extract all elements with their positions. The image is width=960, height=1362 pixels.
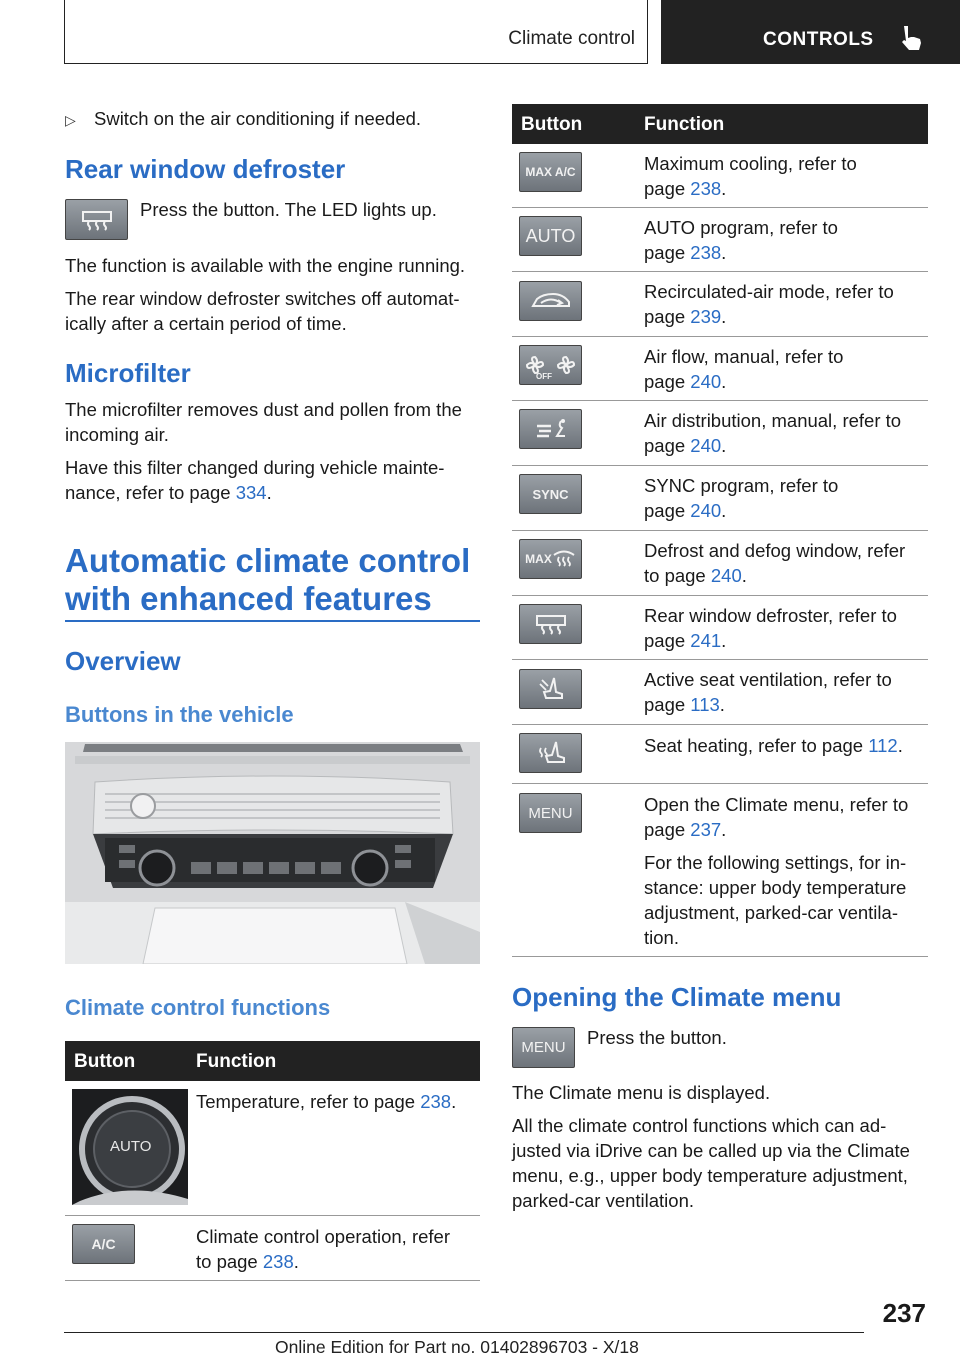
rear-defroster-p1: The function is available with the engine running.: [65, 255, 466, 276]
page-link[interactable]: 240: [690, 371, 722, 392]
rear-defroster-heading: Rear window defroster: [65, 154, 346, 184]
right-col-function: Function: [644, 114, 725, 135]
footer-edition: Online Edition for Part no. 01402896703 - X/18: [275, 1337, 639, 1357]
page-link[interactable]: 238: [262, 1251, 294, 1272]
row-function-text: Open the Climate menu, refer to page 237. For the following settings, for in‐ stance: upper body temperature adjustment, parked-car ventila‐ tion.: [644, 794, 909, 948]
table-row: [512, 660, 928, 725]
rear-defroster-p2-line2: ically after a certain period of time.: [65, 313, 347, 334]
row-function-text: Air flow, manual, refer to page 240.: [644, 346, 844, 392]
microfilter-p2-line2: nance, refer to page 334.: [65, 482, 272, 503]
right-col-button: Button: [521, 114, 583, 135]
opening-menu-p2: All the climate control functions which can ad‐ justed via iDrive can be called up via the Climate menu, e.g., upper body temperature adjustment, parked-car ventilation.: [512, 1115, 910, 1211]
air-distribution-icon: [519, 409, 582, 449]
row-function-text: Temperature, refer to page 238.: [196, 1091, 457, 1112]
fan-icon: OFF: [519, 345, 582, 385]
page-link[interactable]: 112: [868, 735, 898, 756]
header-chapter-tab[interactable]: [661, 0, 960, 64]
opening-menu-p1: The Climate menu is displayed.: [512, 1082, 771, 1103]
table-row: [512, 272, 928, 337]
row-function-text: Rear window defroster, refer to page 241.: [644, 605, 897, 651]
row-function-text: Seat heating, refer to page 112.: [644, 735, 903, 756]
right-table-header: [512, 104, 928, 144]
temperature-knob-icon: AUTO: [72, 1089, 188, 1205]
table-row: [512, 401, 928, 466]
opening-menu-heading: Opening the Climate menu: [512, 982, 842, 1012]
header-section-title: Climate control: [508, 28, 635, 49]
table-row: [512, 208, 928, 272]
pointing-hand-icon: [897, 24, 925, 54]
rear-defroster-press: Press the button. The LED lights up.: [140, 199, 437, 220]
microfilter-p2-line1: Have this filter changed during vehicle mainte‐: [65, 457, 445, 478]
rear-defroster-icon: [519, 604, 582, 644]
bullet-marker: ▷: [65, 112, 76, 128]
row-function-text: Maximum cooling, refer to page 238.: [644, 153, 857, 199]
climate-functions-heading: Climate control functions: [65, 995, 331, 1020]
left-table-header: [65, 1041, 480, 1081]
max-defrost-icon: MAX: [519, 539, 582, 579]
row-function-text: SYNC program, refer to page 240.: [644, 475, 839, 521]
left-col-function: Function: [196, 1051, 277, 1072]
table-row: [65, 1081, 480, 1216]
max-ac-icon: MAX A/C: [519, 152, 582, 192]
table-row: [512, 596, 928, 660]
bullet-item: [65, 106, 422, 133]
row-function-text: Defrost and defog window, refer to page 240.: [644, 540, 906, 586]
chapter-title-line1: Automatic climate control: [65, 542, 471, 579]
page-link[interactable]: 237: [690, 819, 722, 840]
page-link[interactable]: 241: [690, 630, 722, 651]
menu-icon: MENU: [519, 793, 582, 833]
row-function-text: Recirculated-air mode, refer to page 239.: [644, 281, 894, 327]
page-link[interactable]: 240: [710, 565, 742, 586]
page-link[interactable]: 238: [690, 242, 722, 263]
page-link[interactable]: 240: [690, 500, 722, 521]
seat-heating-icon: [519, 733, 582, 773]
chapter-title-line2: with enhanced features: [65, 580, 432, 617]
chapter-title-rule: [65, 620, 480, 622]
table-row: [512, 531, 928, 596]
opening-menu-press: Press the button.: [587, 1027, 727, 1048]
row-function-text: Active seat ventilation, refer to page 113.: [644, 669, 892, 715]
table-row: [512, 466, 928, 531]
page-link[interactable]: 334: [235, 482, 267, 503]
rear-defroster-button-icon: [65, 199, 128, 240]
footer-rule: [64, 1332, 864, 1333]
row-function-text: Climate control operation, refer to page 238.: [196, 1226, 450, 1272]
table-row: [512, 784, 928, 957]
seat-ventilation-icon: [519, 669, 582, 709]
page-link[interactable]: 113: [690, 694, 720, 715]
sync-icon: SYNC: [519, 474, 582, 514]
auto-icon: AUTO: [519, 216, 582, 256]
bullet-text: Switch on the air conditioning if needed.: [94, 108, 422, 129]
page-link[interactable]: 238: [420, 1091, 452, 1112]
table-row: [512, 144, 928, 208]
page-link[interactable]: 240: [690, 435, 722, 456]
recirculation-icon: [519, 281, 582, 321]
left-col-button: Button: [74, 1051, 136, 1072]
rear-defroster-p2-line1: The rear window defroster switches off automat‐: [65, 288, 460, 309]
page-number: 237: [882, 1298, 926, 1328]
microfilter-heading: Microfilter: [65, 358, 191, 388]
header-chapter-label: CONTROLS: [763, 29, 874, 50]
menu-button-icon: MENU: [512, 1027, 575, 1068]
row-function-text: Air distribution, manual, refer to page 240.: [644, 410, 902, 456]
table-row: [65, 1216, 480, 1281]
microfilter-p1-line1: The microfilter removes dust and pollen from the: [65, 399, 462, 420]
row-function-text: AUTO program, refer to page 238.: [644, 217, 838, 263]
overview-heading: Overview: [65, 646, 181, 676]
microfilter-p1-line2: incoming air.: [65, 424, 169, 445]
climate-panel-photo: [65, 742, 480, 964]
table-row: [512, 725, 928, 784]
table-row: [512, 337, 928, 401]
page-link[interactable]: 239: [690, 306, 722, 327]
ac-icon: A/C: [72, 1224, 135, 1264]
buttons-in-vehicle-heading: Buttons in the vehicle: [65, 702, 294, 727]
page-link[interactable]: 238: [690, 178, 722, 199]
header-section-box: [64, 0, 648, 64]
